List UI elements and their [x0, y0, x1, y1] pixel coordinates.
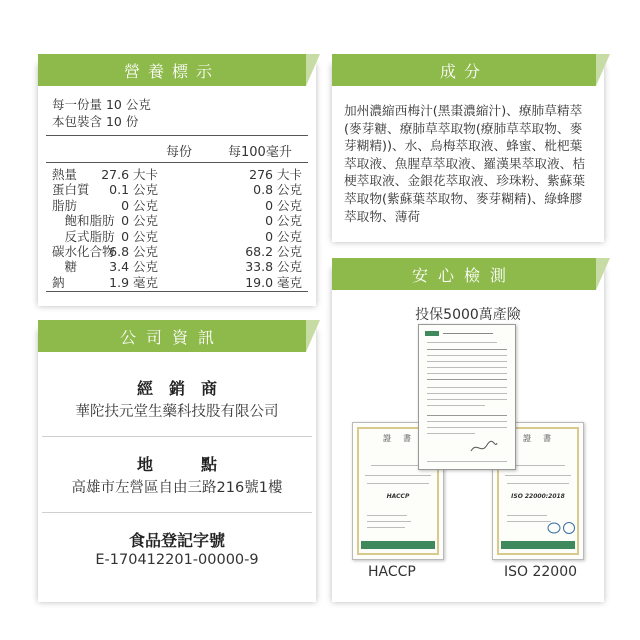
nutrition-row	[52, 182, 302, 197]
ingredients-text	[344, 102, 598, 225]
table-bottom-rule	[46, 291, 308, 292]
ingredients-line: (麥芽糖、療肺草萃取物(療肺草萃取物、麥	[344, 120, 583, 136]
certificate-title: 證 書	[523, 434, 553, 443]
certificate-standard: ISO 22000:2018	[511, 493, 565, 500]
text-line	[427, 405, 485, 406]
text-line	[367, 527, 405, 528]
text-line	[427, 367, 507, 368]
per-serving-value: 3.4 公克	[109, 259, 158, 275]
nutrition-title: 營養標示	[123, 61, 220, 81]
iso-caption: ISO 22000	[504, 564, 578, 580]
text-line	[367, 515, 407, 516]
address-value: 高雄市左營區自由三路216號1樓	[71, 480, 283, 496]
nutrition-header	[38, 54, 306, 86]
report-logo	[425, 331, 439, 336]
header-tab-decoration	[596, 258, 610, 290]
per-100-value: 19.0 毫克	[245, 274, 302, 290]
per-100-value: 0.8 公克	[253, 182, 302, 198]
certificate-footer-bar	[361, 541, 435, 549]
nutrient-name: 碳水化合物	[52, 244, 115, 259]
per-100-value: 0 公克	[265, 228, 302, 244]
text-line	[365, 475, 431, 476]
per-100-value: 33.8 公克	[245, 259, 302, 275]
nutrition-row	[52, 229, 302, 244]
company-header	[38, 320, 306, 352]
insurance-text: 投保5000萬產險	[415, 307, 521, 323]
text-line	[427, 393, 507, 394]
test-report-image	[418, 324, 516, 470]
text-line	[507, 515, 547, 516]
per-100-value: 0 公克	[265, 197, 302, 213]
text-line	[427, 461, 507, 462]
text-line	[371, 465, 425, 466]
nutrient-name: 糖	[52, 259, 78, 275]
nutrition-row	[52, 275, 302, 290]
per-serving-value: 0 公克	[121, 213, 158, 229]
ingredients-line: 萃取液、魚腥草萃取液、羅漢果萃取液、桔	[344, 155, 586, 171]
ingredients-line: 萃取物(紫蘇葉萃取物、麥芽糊精)、綠蜂膠	[344, 190, 583, 206]
distributor-name: 華陀扶元堂生藥科技股有限公司	[75, 404, 279, 420]
per-serving-value: 0 公克	[121, 228, 158, 244]
serving-size: 每一份量 10 公克	[52, 97, 151, 112]
per-serving-value: 0.1 公克	[109, 182, 158, 198]
header-tab-decoration	[306, 54, 320, 86]
inspection-header	[332, 258, 596, 290]
haccp-caption: HACCP	[368, 564, 416, 580]
per-serving-value: 1.9 毫克	[109, 274, 158, 290]
nutrient-name: 飽和脂肪	[52, 213, 115, 229]
nutrition-row	[52, 213, 302, 228]
header-tab-decoration	[306, 320, 320, 352]
text-line	[427, 342, 497, 343]
per-100-value: 276 大卡	[249, 167, 302, 182]
text-line	[507, 483, 569, 484]
ingredients-line: 加州濃縮西梅汁(黑棗濃縮汁)、療肺草精萃	[344, 103, 583, 118]
divider	[42, 436, 312, 437]
text-line	[367, 521, 411, 522]
registration-label: 食品登記字號	[128, 531, 225, 550]
ingredients-line: 萃取物、薄荷	[344, 208, 421, 224]
text-line	[367, 483, 429, 484]
ingredients-line: 梗萃取液、金銀花萃取液、珍珠粉、紫蘇葉	[344, 173, 586, 189]
col-per-100: 每100毫升	[228, 145, 292, 160]
nutrient-name: 蛋白質	[52, 182, 90, 198]
accreditation-logos-icon	[547, 521, 577, 535]
text-line	[427, 373, 507, 374]
nutrition-row	[52, 259, 302, 274]
text-line	[427, 355, 507, 356]
text-line	[511, 465, 565, 466]
inspection-panel	[332, 265, 604, 602]
text-line	[427, 399, 507, 400]
per-serving-value: 6.8 公克	[109, 244, 158, 259]
text-line	[427, 421, 507, 422]
servings-per-pack: 本包裝含 10 份	[52, 114, 139, 129]
nutrition-panel	[38, 61, 316, 306]
text-line	[427, 387, 507, 388]
ingredients-line: 芽糊精))、水、烏梅萃取液、蜂蜜、枇杷葉	[344, 138, 583, 154]
nutrition-row	[52, 244, 302, 259]
text-line	[505, 475, 571, 476]
table-rule	[427, 415, 507, 416]
per-100-value: 0 公克	[265, 213, 302, 229]
nutrient-name: 脂肪	[52, 197, 78, 213]
ingredients-header	[332, 54, 596, 86]
ingredients-title: 成分	[439, 61, 488, 81]
company-title: 公司資訊	[119, 327, 224, 347]
per-serving-value: 27.6 大卡	[101, 167, 158, 182]
per-100-value: 68.2 公克	[245, 244, 302, 259]
table-rule	[427, 349, 507, 350]
registration-number: E-170412201-00000-9	[95, 552, 259, 568]
divider	[42, 512, 312, 513]
table-top-rule	[46, 135, 308, 136]
col-per-serving: 每份	[166, 145, 193, 160]
certificate-footer-bar	[501, 541, 575, 549]
distributor-label: 經 銷 商	[136, 379, 217, 398]
ingredients-panel	[332, 61, 604, 242]
address-label: 地 點	[136, 455, 217, 474]
nutrition-row	[52, 198, 302, 213]
nutrient-name: 反式脂肪	[52, 228, 115, 244]
nutrient-name: 熱量	[52, 167, 78, 182]
nutrient-name: 鈉	[52, 274, 65, 290]
text-line	[427, 427, 507, 428]
certificate-title: 證 書	[383, 434, 413, 443]
nutrition-intro	[52, 96, 151, 130]
text-line	[443, 333, 493, 334]
signature-stamp-icon	[469, 437, 499, 457]
per-serving-value: 0 公克	[121, 197, 158, 213]
header-tab-decoration	[596, 54, 610, 86]
inspection-title: 安心檢測	[411, 265, 516, 285]
certificate-standard: HACCP	[386, 493, 410, 500]
text-line	[427, 361, 507, 362]
nutrition-row	[52, 167, 302, 182]
company-panel	[38, 327, 316, 602]
table-header-rule	[46, 162, 308, 163]
text-line	[427, 433, 475, 434]
text-line	[507, 521, 551, 522]
table-rule	[427, 379, 507, 380]
